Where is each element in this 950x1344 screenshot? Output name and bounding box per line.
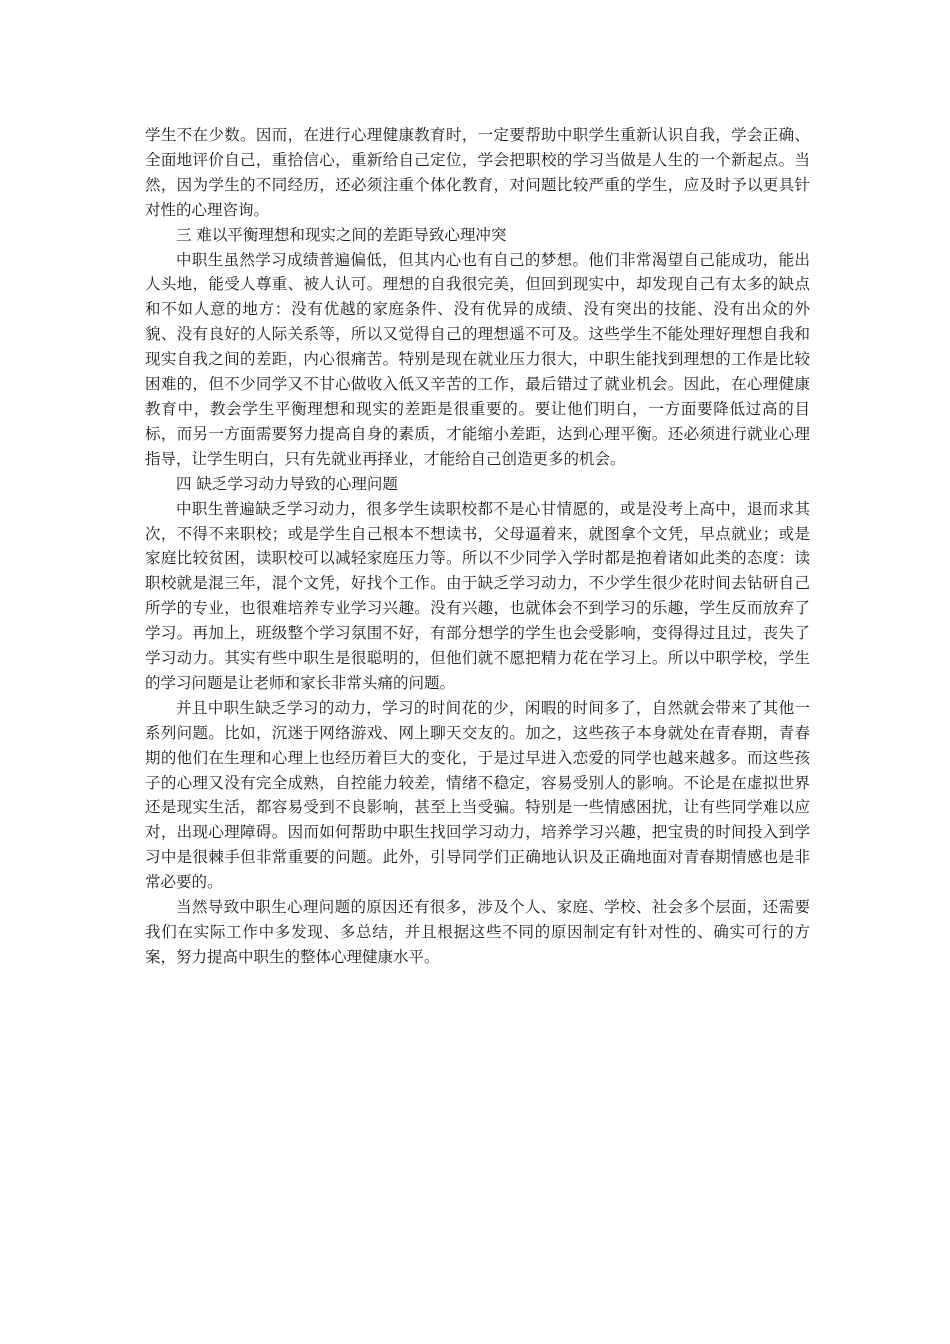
document-body	[145, 123, 810, 970]
paragraph-continued: 学生不在少数。因而，在进行心理健康教育时，一定要帮助中职学生重新认识自我，学会正确、全面地评价自己，重拾信心，重新给自己定位，学会把职校的学习当做是人生的一个新起点。当然，因为学生的不同经历，还必须注重个体化教育，对问题比较严重的学生，应及时予以更具针对性的心理咨询。	[145, 126, 810, 219]
paragraph-section-4-a: 中职生普遍缺乏学习动力，很多学生读职校都不是心甘情愿的，或是没考上高中，退而求其次，不得不来职校；或是学生自己根本不想读书，父母逼着来，就图拿个文凭，早点就业；或是家庭比较贫困，读职校可以减轻家庭压力等。所以不少同学入学时都是抱着诸如此类的态度：读职校就是混三年，混个文凭，好找个工作。由于缺乏学习动力，不少学生很少花时间去钻研自己所学的专业，也很难培养专业学习兴趣。没有兴趣，也就体会不到学习的乐趣，学生反而放弃了学习。再加上，班级整个学习氛围不好，有部分想学的学生也会受影响，变得得过且过，丧失了学习动力。其实有些中职生是很聪明的，但他们就不愿把精力花在学习上。所以中职学校，学生的学习问题是让老师和家长非常头痛的问题。	[145, 499, 810, 692]
section-heading-3: 三 难以平衡理想和现实之间的差距导致心理冲突	[176, 225, 507, 244]
paragraph-conclusion: 当然导致中职生心理问题的原因还有很多，涉及个人、家庭、学校、社会多个层面，还需要我们在实际工作中多发现、多总结，并且根据这些不同的原因制定有针对性的、确实可行的方案，努力提高中职生的整体心理健康水平。	[145, 898, 810, 966]
paragraph-section-4-b: 并且中职生缺乏学习的动力，学习的时间花的少，闲暇的时间多了，自然就会带来了其他一系列问题。比如，沉迷于网络游戏、网上聊天交友的。加之，这些孩子本身就处在青春期，青春期的他们在生理和心理上也经历着巨大的变化，于是过早进入恋爱的同学也越来越多。而这些孩子的心理又没有完全成熟，自控能力较差，情绪不稳定，容易受别人的影响。不论是在虚拟世界还是现实生活，都容易受到不良影响，甚至上当受骗。特别是一些情感困扰，让有些同学难以应对，出现心理障碍。因而如何帮助中职生找回学习动力，培养学习兴趣，把宝贵的时间投入到学习中是很棘手但非常重要的问题。此外，引导同学们正确地认识及正确地面对青春期情感也是非常必要的。	[145, 698, 810, 892]
paragraph-section-3: 中职生虽然学习成绩普遍偏低，但其内心也有自己的梦想。他们非常渴望自己能成功，能出人头地，能受人尊重、被人认可。理想的自我很完美，但回到现实中，却发现自己有太多的缺点和不如人意的地方：没有优越的家庭条件、没有优异的成绩、没有突出的技能、没有出众的外貌、没有良好的人际关系等，所以又觉得自己的理想遥不可及。这些学生不能处理好理想自我和现实自我之间的差距，内心很痛苦。特别是现在就业压力很大，中职生能找到理想的工作是比较困难的，但不少同学又不甘心做收入低又辛苦的工作，最后错过了就业机会。因此，在心理健康教育中，教会学生平衡理想和现实的差距是很重要的。要让他们明白，一方面要降低过高的目标，而另一方面需要努力提高自身的素质，才能缩小差距，达到心理平衡。还必须进行就业心理指导，让学生明白，只有先就业再择业，才能给自己创造更多的机会。	[145, 250, 810, 468]
section-heading-4: 四 缺乏学习动力导致的心理问题	[176, 474, 398, 493]
